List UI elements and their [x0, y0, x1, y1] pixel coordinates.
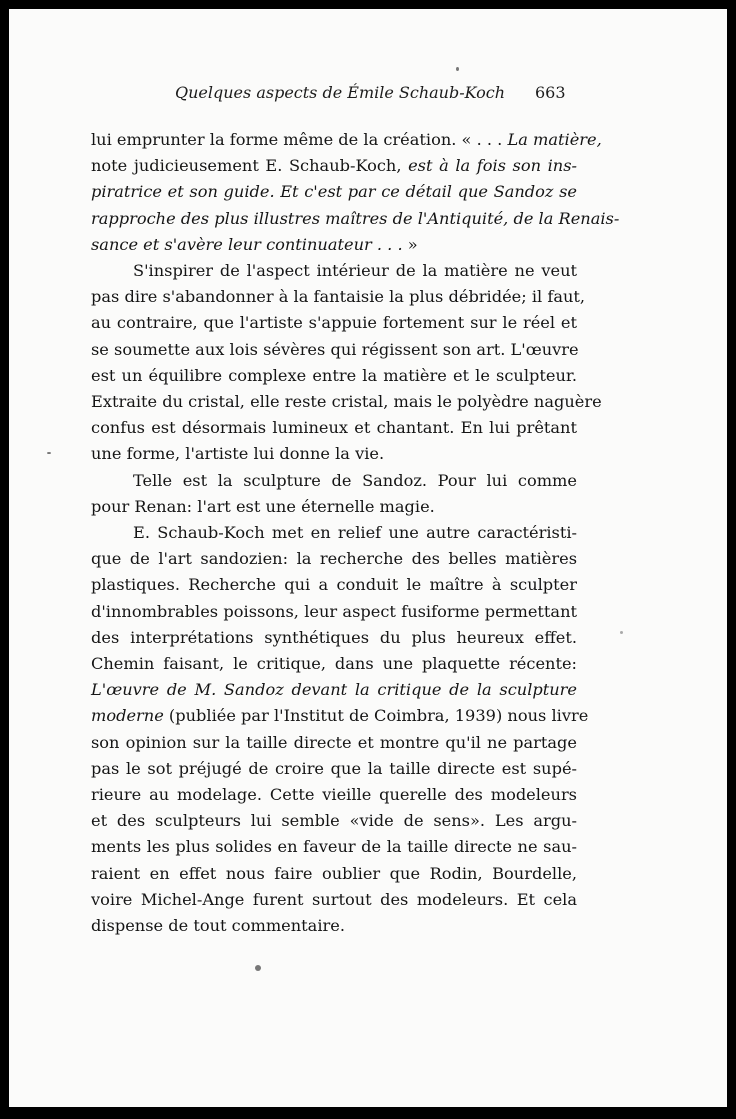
running-title: Quelques aspects de Émile Schaub-Koch — [175, 83, 506, 102]
text-line: rapproche des plus illustres maîtres de l'Antiquité, de la Renais- — [91, 208, 620, 228]
text-line: S'inspirer de l'aspect intérieur de la matière ne veut — [133, 261, 577, 281]
text-line: E. Schaub-Koch met en relief une autre caractéristi- — [133, 523, 577, 543]
scan-speck — [255, 965, 261, 971]
text-line: ments les plus solides en faveur de la taille directe ne sau- — [91, 837, 577, 857]
text-body — [91, 127, 620, 939]
text-line — [91, 703, 589, 729]
text-line: son opinion sur la taille directe et montre qu'il ne partage — [91, 732, 577, 752]
scan-speck — [47, 452, 51, 454]
text-line: plastiques. Recherche qui a conduit le maître à sculpter — [91, 575, 577, 595]
text-line — [91, 127, 602, 153]
page-number: 663 — [535, 83, 566, 102]
text-run-italic: La matière, — [507, 130, 602, 149]
text-run-italic: est à la fois son ins- — [408, 156, 577, 176]
text-line: Chemin faisant, le critique, dans une plaquette récente: — [91, 654, 577, 674]
text-line: que de l'art sandozien: la recherche des belles matières — [91, 549, 577, 569]
text-line — [91, 232, 577, 258]
text-line: rieure au modelage. Cette vieille querelle des modeleurs — [91, 785, 577, 805]
text-line: voire Michel-Ange furent surtout des modeleurs. Et cela — [91, 889, 577, 909]
text-line: des interprétations synthétiques du plus heureux effet. — [91, 627, 577, 647]
text-line: d'innombrables poissons, leur aspect fusiforme permettant — [91, 601, 577, 621]
text-line: piratrice et son guide. Et c'est par ce détail que Sandoz se — [91, 182, 577, 202]
text-line: Telle est la sculpture de Sandoz. Pour lui comme — [133, 470, 577, 490]
text-run: (publiée par l'Institut de Coimbra, 1939) nous livre — [163, 706, 589, 726]
text-line: pas le sot préjugé de croire que la taille directe est supé- — [91, 758, 577, 778]
text-line: Extraite du cristal, elle reste cristal, mais le polyèdre naguère — [91, 392, 602, 412]
book-page — [9, 9, 727, 1107]
text-line: et des sculpteurs lui semble «vide de sens». Les argu- — [91, 811, 577, 831]
text-line: raient en effet nous faire oublier que Rodin, Bourdelle, — [91, 863, 577, 883]
running-head — [9, 83, 727, 107]
text-line: une forme, l'artiste lui donne la vie. — [91, 444, 385, 464]
text-line: au contraire, que l'artiste s'appuie fortement sur le réel et — [91, 313, 577, 333]
text-run: lui emprunter la forme même de la création. « . . . — [91, 130, 508, 149]
scan-speck — [620, 631, 623, 634]
scan-speck — [456, 67, 459, 71]
text-run: » — [407, 234, 418, 254]
text-run: note judicieusement E. Schaub-Koch, — [91, 156, 409, 176]
text-run-italic: moderne — [91, 706, 164, 726]
text-line: dispense de tout commentaire. — [91, 916, 345, 936]
text-line — [91, 153, 577, 179]
text-line: est un équilibre complexe entre la matière et le sculpteur. — [91, 365, 577, 385]
text-line: pas dire s'abandonner à la fantaisie la plus débridée; il faut, — [91, 287, 586, 307]
text-line: L'œuvre de M. Sandoz devant la critique de la sculpture — [91, 680, 577, 700]
text-line: se soumette aux lois sévères qui régissent son art. L'œuvre — [91, 339, 579, 359]
text-line: confus est désormais lumineux et chantant. En lui prêtant — [91, 418, 577, 438]
text-line: pour Renan: l'art est une éternelle magie. — [91, 496, 435, 516]
text-run-italic: sance et s'avère leur continuateur . . . — [91, 234, 408, 254]
